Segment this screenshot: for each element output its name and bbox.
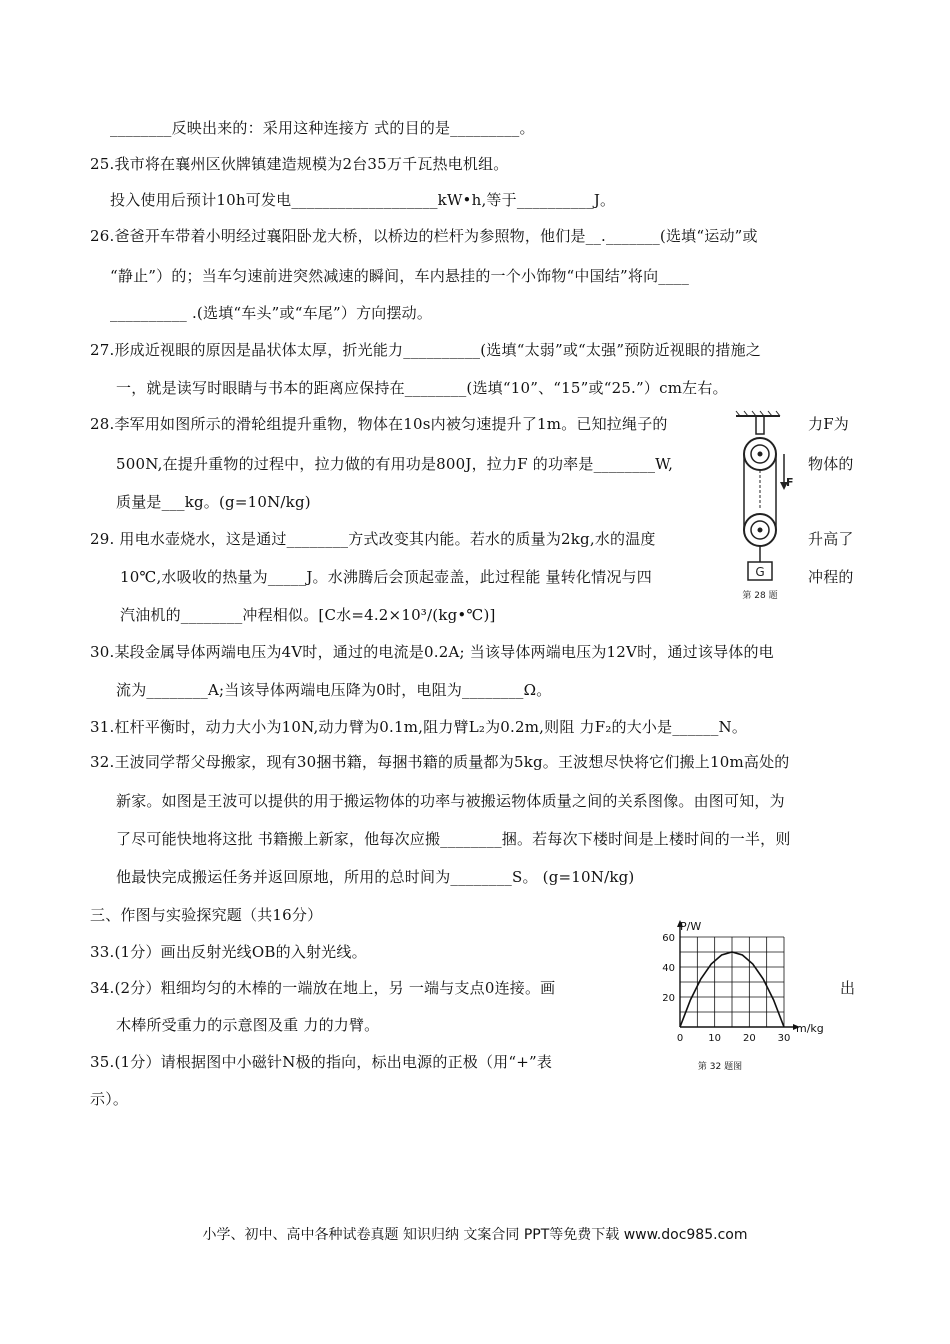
fixed-pulley bbox=[744, 438, 776, 470]
movable-pulley bbox=[744, 514, 776, 562]
q25-text-2: 投入使用后预计10h可发电___________________kW•h,等于__________J。 bbox=[110, 191, 616, 209]
q25-text: 25.我市将在襄州区伙牌镇建造规模为2台35万千瓦热电机组。 bbox=[90, 155, 509, 173]
q27-text: 27.形成近视眼的原因是晶状体太厚，折光能力__________(选填“太弱”或“太强”预防近视眼的措施之 bbox=[90, 341, 761, 359]
q28-text-3: 质量是___kg。(g=10N/kg) bbox=[116, 493, 311, 511]
figure-28-caption: 第 28 题 bbox=[742, 591, 778, 601]
q35-text-2: 示）。 bbox=[90, 1090, 129, 1108]
weight-label: G bbox=[755, 565, 765, 579]
q26-text: 26.爸爸开车带着小明经过襄阳卧龙大桥，以桥边的栏杆为参照物，他们是__._______(选填“运动”或 bbox=[90, 227, 758, 245]
force-label: F bbox=[786, 476, 794, 489]
q29-text-3: 汽油机的________冲程相似。[C水=4.2×10³/(kg•℃)] bbox=[120, 606, 496, 624]
q33-text: 33.(1分）画出反射光线OB的入射光线。 bbox=[90, 943, 367, 961]
y-axis-label: P/W bbox=[680, 920, 702, 933]
q34-text-2: 木棒所受重力的示意图及重 力的力臂。 bbox=[116, 1016, 380, 1034]
x-axis-label: m/kg bbox=[796, 1022, 824, 1035]
x-tick-label: 20 bbox=[742, 1033, 756, 1044]
q26-text-3: __________ .(选填“车头”或“车尾”）方向摆动。 bbox=[110, 304, 433, 322]
q28-text-2: 500N,在提升重物的过程中，拉力做的有用功是800J，拉力F 的功率是________W, bbox=[116, 455, 674, 473]
x-tick-label: 10 bbox=[708, 1033, 722, 1044]
q32-text: 32.王波同学帮父母搬家，现有30捆书籍，每捆书籍的质量都为5kg。王波想尽快将它们搬上10m高处的 bbox=[90, 753, 790, 771]
q29-text-right: 升高了 bbox=[808, 530, 854, 548]
q29-text: 29. 用电水壶烧水，这是通过________方式改变其内能。若水的质量为2kg,水的温度 bbox=[90, 530, 656, 548]
q24-continuation: ________反映出来的：采用这种连接方 式的目的是_________。 bbox=[110, 119, 535, 137]
chart-grid bbox=[680, 937, 784, 1027]
q34-text-right: 出 bbox=[840, 979, 856, 997]
x-tick-label: 0 bbox=[676, 1033, 684, 1044]
q28-text: 28.李军用如图所示的滑轮组提升重物，物体在10s内被匀速提升了1m。已知拉绳子的 bbox=[90, 415, 668, 433]
footer-text: 小学、初中、高中各种试卷真题 知识归纳 文案合同 PPT等免费下载 www.doc985.com bbox=[202, 1227, 748, 1243]
q28-text-2-right: 物体的 bbox=[808, 455, 854, 473]
q28-text-right: 力F为 bbox=[808, 415, 850, 433]
pulley-figure bbox=[728, 410, 794, 606]
chart-caption: 第 32 题图 bbox=[697, 1062, 743, 1072]
weight-block bbox=[748, 562, 772, 580]
q29-text-2: 10℃,水吸收的热量为_____J。水沸腾后会顶起壶盖，此过程能 量转化情况与四 bbox=[120, 568, 652, 586]
q30-text: 30.某段金属导体两端电压为4V时，通过的电流是0.2A; 当该导体两端电压为12V时，通过该导体的电 bbox=[90, 643, 774, 661]
y-tick-label: 40 bbox=[662, 963, 675, 974]
q32-text-3: 了尽可能快地将这批 书籍搬上新家，他每次应搬________捆。若每次下楼时间是上楼时间的一半，则 bbox=[116, 830, 791, 848]
q27-text-2: 一，就是读写时眼睛与书本的距离应保持在________(选填“10”、“15”或“25.”）cm左右。 bbox=[116, 379, 728, 397]
q26-text-2: “静止”）的；当车匀速前进突然减速的瞬间，车内悬挂的一个小饰物“中国结”将向____ bbox=[110, 267, 690, 285]
q32-text-4: 他最快完成搬运任务并返回原地，所用的总时间为________S。 (g=10N/kg) bbox=[116, 868, 635, 886]
y-tick-label: 60 bbox=[662, 933, 675, 944]
q30-text-2: 流为________A;当该导体两端电压降为0时，电阻为________Ω。 bbox=[116, 681, 552, 699]
chart-axes bbox=[677, 920, 800, 1030]
q31-text: 31.杠杆平衡时，动力大小为10N,动力臂为0.1m,阻力臂L₂为0.2m,则阻 力F₂的大小是______N。 bbox=[90, 718, 748, 736]
ceiling-mount bbox=[736, 411, 780, 434]
q35-text: 35.(1分）请根据图中小磁针N极的指向，标出电源的正极（用“+”表 bbox=[90, 1053, 553, 1071]
section-heading: 三、作图与实验探究题（共16分） bbox=[90, 906, 323, 924]
x-tick-label: 30 bbox=[777, 1033, 791, 1044]
power-mass-chart bbox=[640, 912, 830, 1072]
force-arrow bbox=[780, 476, 794, 490]
q34-text: 34.(2分）粗细均匀的木棒的一端放在地上，另 一端与支点0连接。画 bbox=[90, 979, 556, 997]
q32-text-2: 新家。如图是王波可以提供的用于搬运物体的功率与被搬运物体质量之间的关系图像。由图可知，为 bbox=[116, 792, 785, 810]
q29-text-2-right: 冲程的 bbox=[808, 568, 854, 586]
y-tick-label: 20 bbox=[662, 993, 675, 1004]
